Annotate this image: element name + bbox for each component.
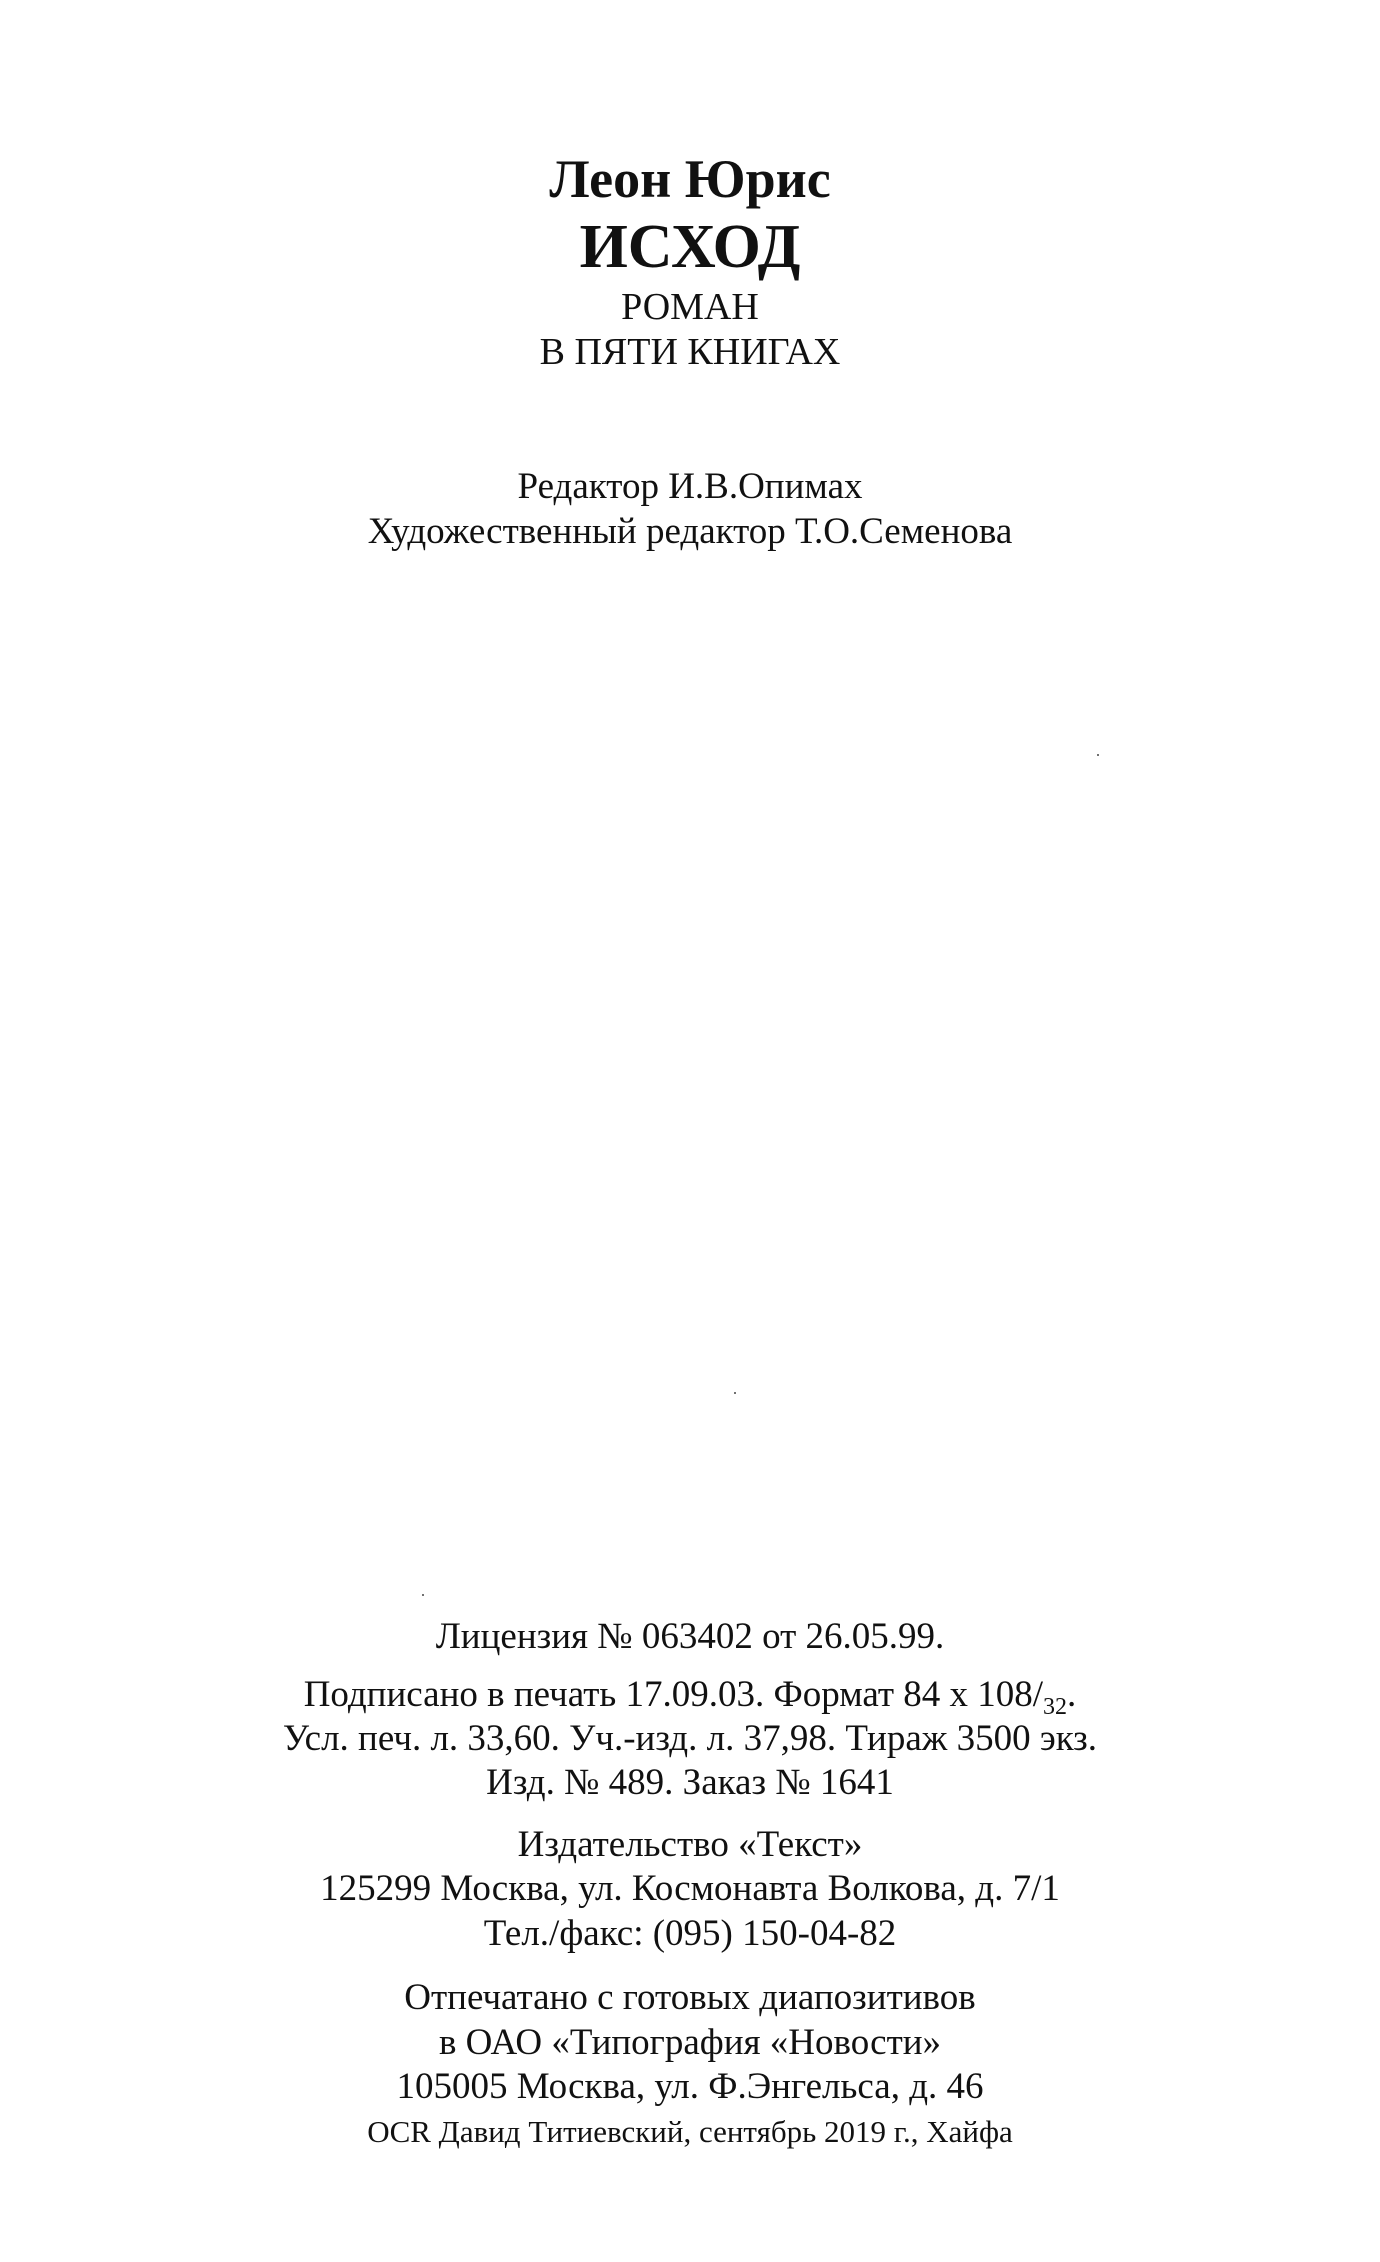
scan-speck bbox=[422, 1594, 424, 1596]
editor-credit: Редактор И.В.Опимах bbox=[517, 466, 863, 507]
printed-note: Отпечатано с готовых диапозитивов bbox=[404, 1977, 976, 2018]
books-count-label: В ПЯТИ КНИГАХ bbox=[539, 331, 841, 373]
order-line: Изд. № 489. Заказ № 1641 bbox=[486, 1762, 894, 1803]
scan-speck bbox=[734, 1392, 736, 1394]
author-name: Леон Юрис bbox=[549, 149, 831, 209]
printer-name: в ОАО «Типография «Новости» bbox=[438, 2022, 942, 2063]
publisher-name: Издательство «Текст» bbox=[517, 1824, 863, 1865]
license-line: Лицензия № 063402 от 26.05.99. bbox=[435, 1616, 945, 1657]
scan-speck bbox=[1097, 754, 1099, 756]
signed-format-end: . bbox=[1067, 1674, 1077, 1715]
art-editor-credit: Художественный редактор Т.О.Семенова bbox=[367, 511, 1013, 552]
signed-format-line bbox=[0, 1676, 1380, 1719]
genre-label: РОМАН bbox=[621, 286, 759, 328]
ocr-credit: OCR Давид Титиевский, сентябрь 2019 г., Хайфа bbox=[367, 2114, 1013, 2149]
publisher-phone: Тел./факс: (095) 150-04-82 bbox=[483, 1913, 897, 1954]
sheets-print-run-line: Усл. печ. л. 33,60. Уч.-изд. л. 37,98. Тираж 3500 экз. bbox=[282, 1718, 1098, 1759]
publisher-address: 125299 Москва, ул. Космонавта Волкова, д. 7/1 bbox=[320, 1868, 1060, 1909]
signed-format-text: Подписано в печать 17.09.03. Формат 84 х 108/ bbox=[303, 1674, 1044, 1715]
book-title: ИСХОД bbox=[579, 213, 801, 281]
format-subscript: 32 bbox=[1043, 1694, 1068, 1720]
printer-address: 105005 Москва, ул. Ф.Энгельса, д. 46 bbox=[396, 2066, 984, 2107]
